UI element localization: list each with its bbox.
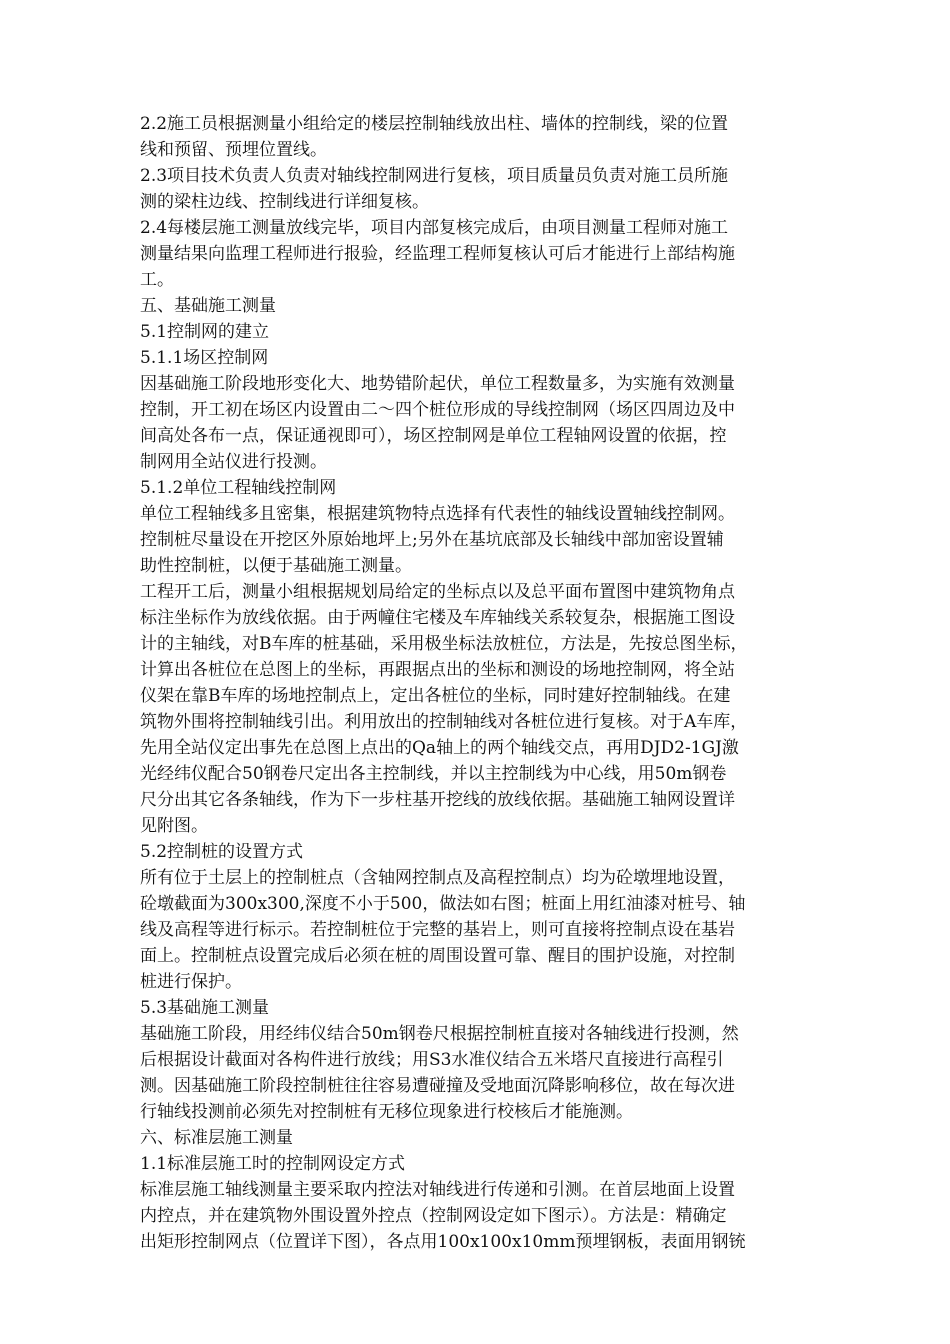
text-line: 见附图。 — [140, 816, 208, 836]
text-line: 5.3基础施工测量 — [140, 998, 270, 1018]
text-line: 5.2控制桩的设置方式 — [140, 842, 304, 862]
text-line: 间高处各布一点，保证通视即可），场区控制网是单位工程轴网设置的依据，控 — [140, 426, 727, 446]
text-line: 1.1标准层施工时的控制网设定方式 — [140, 1154, 406, 1174]
text-line: 所有位于土层上的控制桩点（含轴网控制点及高程控制点）均为砼墩埋地设置， — [140, 868, 735, 888]
text-line: 先用全站仪定出事先在总图上点出的Qa轴上的两个轴线交点，再用DJD2-1GJ激 — [140, 738, 739, 758]
text-line: 工。 — [140, 270, 174, 290]
text-line: 测的梁柱边线、控制线进行详细复核。 — [140, 192, 429, 212]
text-line: 计算出各桩位在总图上的坐标，再跟据点出的坐标和测设的场地控制网，将全站 — [140, 660, 735, 680]
text-line: 线和预留、预埋位置线。 — [140, 140, 327, 160]
text-line: 尺分出其它各条轴线，作为下一步柱基开挖线的放线依据。基础施工轴网设置详 — [140, 790, 735, 810]
text-line: 助性控制桩，以便于基础施工测量。 — [140, 556, 412, 576]
text-line: 内控点，并在建筑物外围设置外控点（控制网设定如下图示）。方法是：精确定 — [140, 1206, 727, 1226]
text-line: 标注坐标作为放线依据。由于两幢住宅楼及车库轴线关系较复杂，根据施工图设 — [140, 608, 735, 628]
text-line: 5.1.2单位工程轴线控制网 — [140, 478, 337, 498]
text-line: 基础施工阶段，用经纬仪结合50m钢卷尺根据控制桩直接对各轴线进行投测，然 — [140, 1024, 739, 1044]
document-body — [140, 111, 830, 1255]
text-line: 六、标准层施工测量 — [140, 1128, 293, 1148]
text-line: 砼墩截面为300x300,深度不小于500，做法如右图；桩面上用红油漆对桩号、轴 — [140, 894, 746, 914]
text-line: 控制，开工初在场区内设置由二～四个桩位形成的导线控制网（场区四周边及中 — [140, 400, 735, 420]
text-line: 桩进行保护。 — [140, 972, 242, 992]
text-line: 2.3项目技术负责人负责对轴线控制网进行复核，项目质量员负责对施工员所施 — [140, 166, 729, 186]
text-line: 出矩形控制网点（位置详下图），各点用100x100x10mm预埋钢板，表面用钢铳 — [140, 1232, 746, 1252]
text-line: 测。因基础施工阶段控制桩往往容易遭碰撞及受地面沉降影响移位，故在每次进 — [140, 1076, 735, 1096]
text-line: 面上。控制桩点设置完成后必须在桩的周围设置可靠、醒目的围护设施，对控制 — [140, 946, 735, 966]
text-line: 计的主轴线，对B车库的桩基础，采用极坐标法放桩位，方法是，先按总图坐标， — [140, 634, 748, 654]
text-line: 仪架在靠B车库的场地控制点上，定出各桩位的坐标，同时建好控制轴线。在建 — [140, 686, 731, 706]
text-line: 线及高程等进行标示。若控制桩位于完整的基岩上，则可直接将控制点设在基岩 — [140, 920, 735, 940]
text-line: 2.4每楼层施工测量放线完毕，项目内部复核完成后，由项目测量工程师对施工 — [140, 218, 729, 238]
text-line: 控制桩尽量设在开挖区外原始地坪上;另外在基坑底部及长轴线中部加密设置辅 — [140, 530, 724, 550]
text-line: 单位工程轴线多且密集，根据建筑物特点选择有代表性的轴线设置轴线控制网。 — [140, 504, 735, 524]
text-line: 光经纬仪配合50钢卷尺定出各主控制线，并以主控制线为中心线，用50m钢卷 — [140, 764, 727, 784]
text-line: 2.2施工员根据测量小组给定的楼层控制轴线放出柱、墙体的控制线，梁的位置 — [140, 114, 729, 134]
text-line: 标准层施工轴线测量主要采取内控法对轴线进行传递和引测。在首层地面上设置 — [140, 1180, 735, 1200]
text-line: 五、基础施工测量 — [140, 296, 276, 316]
text-line: 工程开工后，测量小组根据规划局给定的坐标点以及总平面布置图中建筑物角点 — [140, 582, 735, 602]
text-line: 5.1.1场区控制网 — [140, 348, 269, 368]
text-line: 后根据设计截面对各构件进行放线；用S3水准仪结合五米塔尺直接进行高程引 — [140, 1050, 724, 1070]
text-line: 筑物外围将控制轴线引出。利用放出的控制轴线对各桩位进行复核。对于A车库， — [140, 712, 748, 732]
text-line: 行轴线投测前必须先对控制桩有无移位现象进行校核后才能施测。 — [140, 1102, 633, 1122]
text-line: 制网用全站仪进行投测。 — [140, 452, 327, 472]
text-line: 5.1控制网的建立 — [140, 322, 270, 342]
text-line: 因基础施工阶段地形变化大、地势错阶起伏，单位工程数量多，为实施有效测量 — [140, 374, 735, 394]
text-line: 测量结果向监理工程师进行报验，经监理工程师复核认可后才能进行上部结构施 — [140, 244, 735, 264]
